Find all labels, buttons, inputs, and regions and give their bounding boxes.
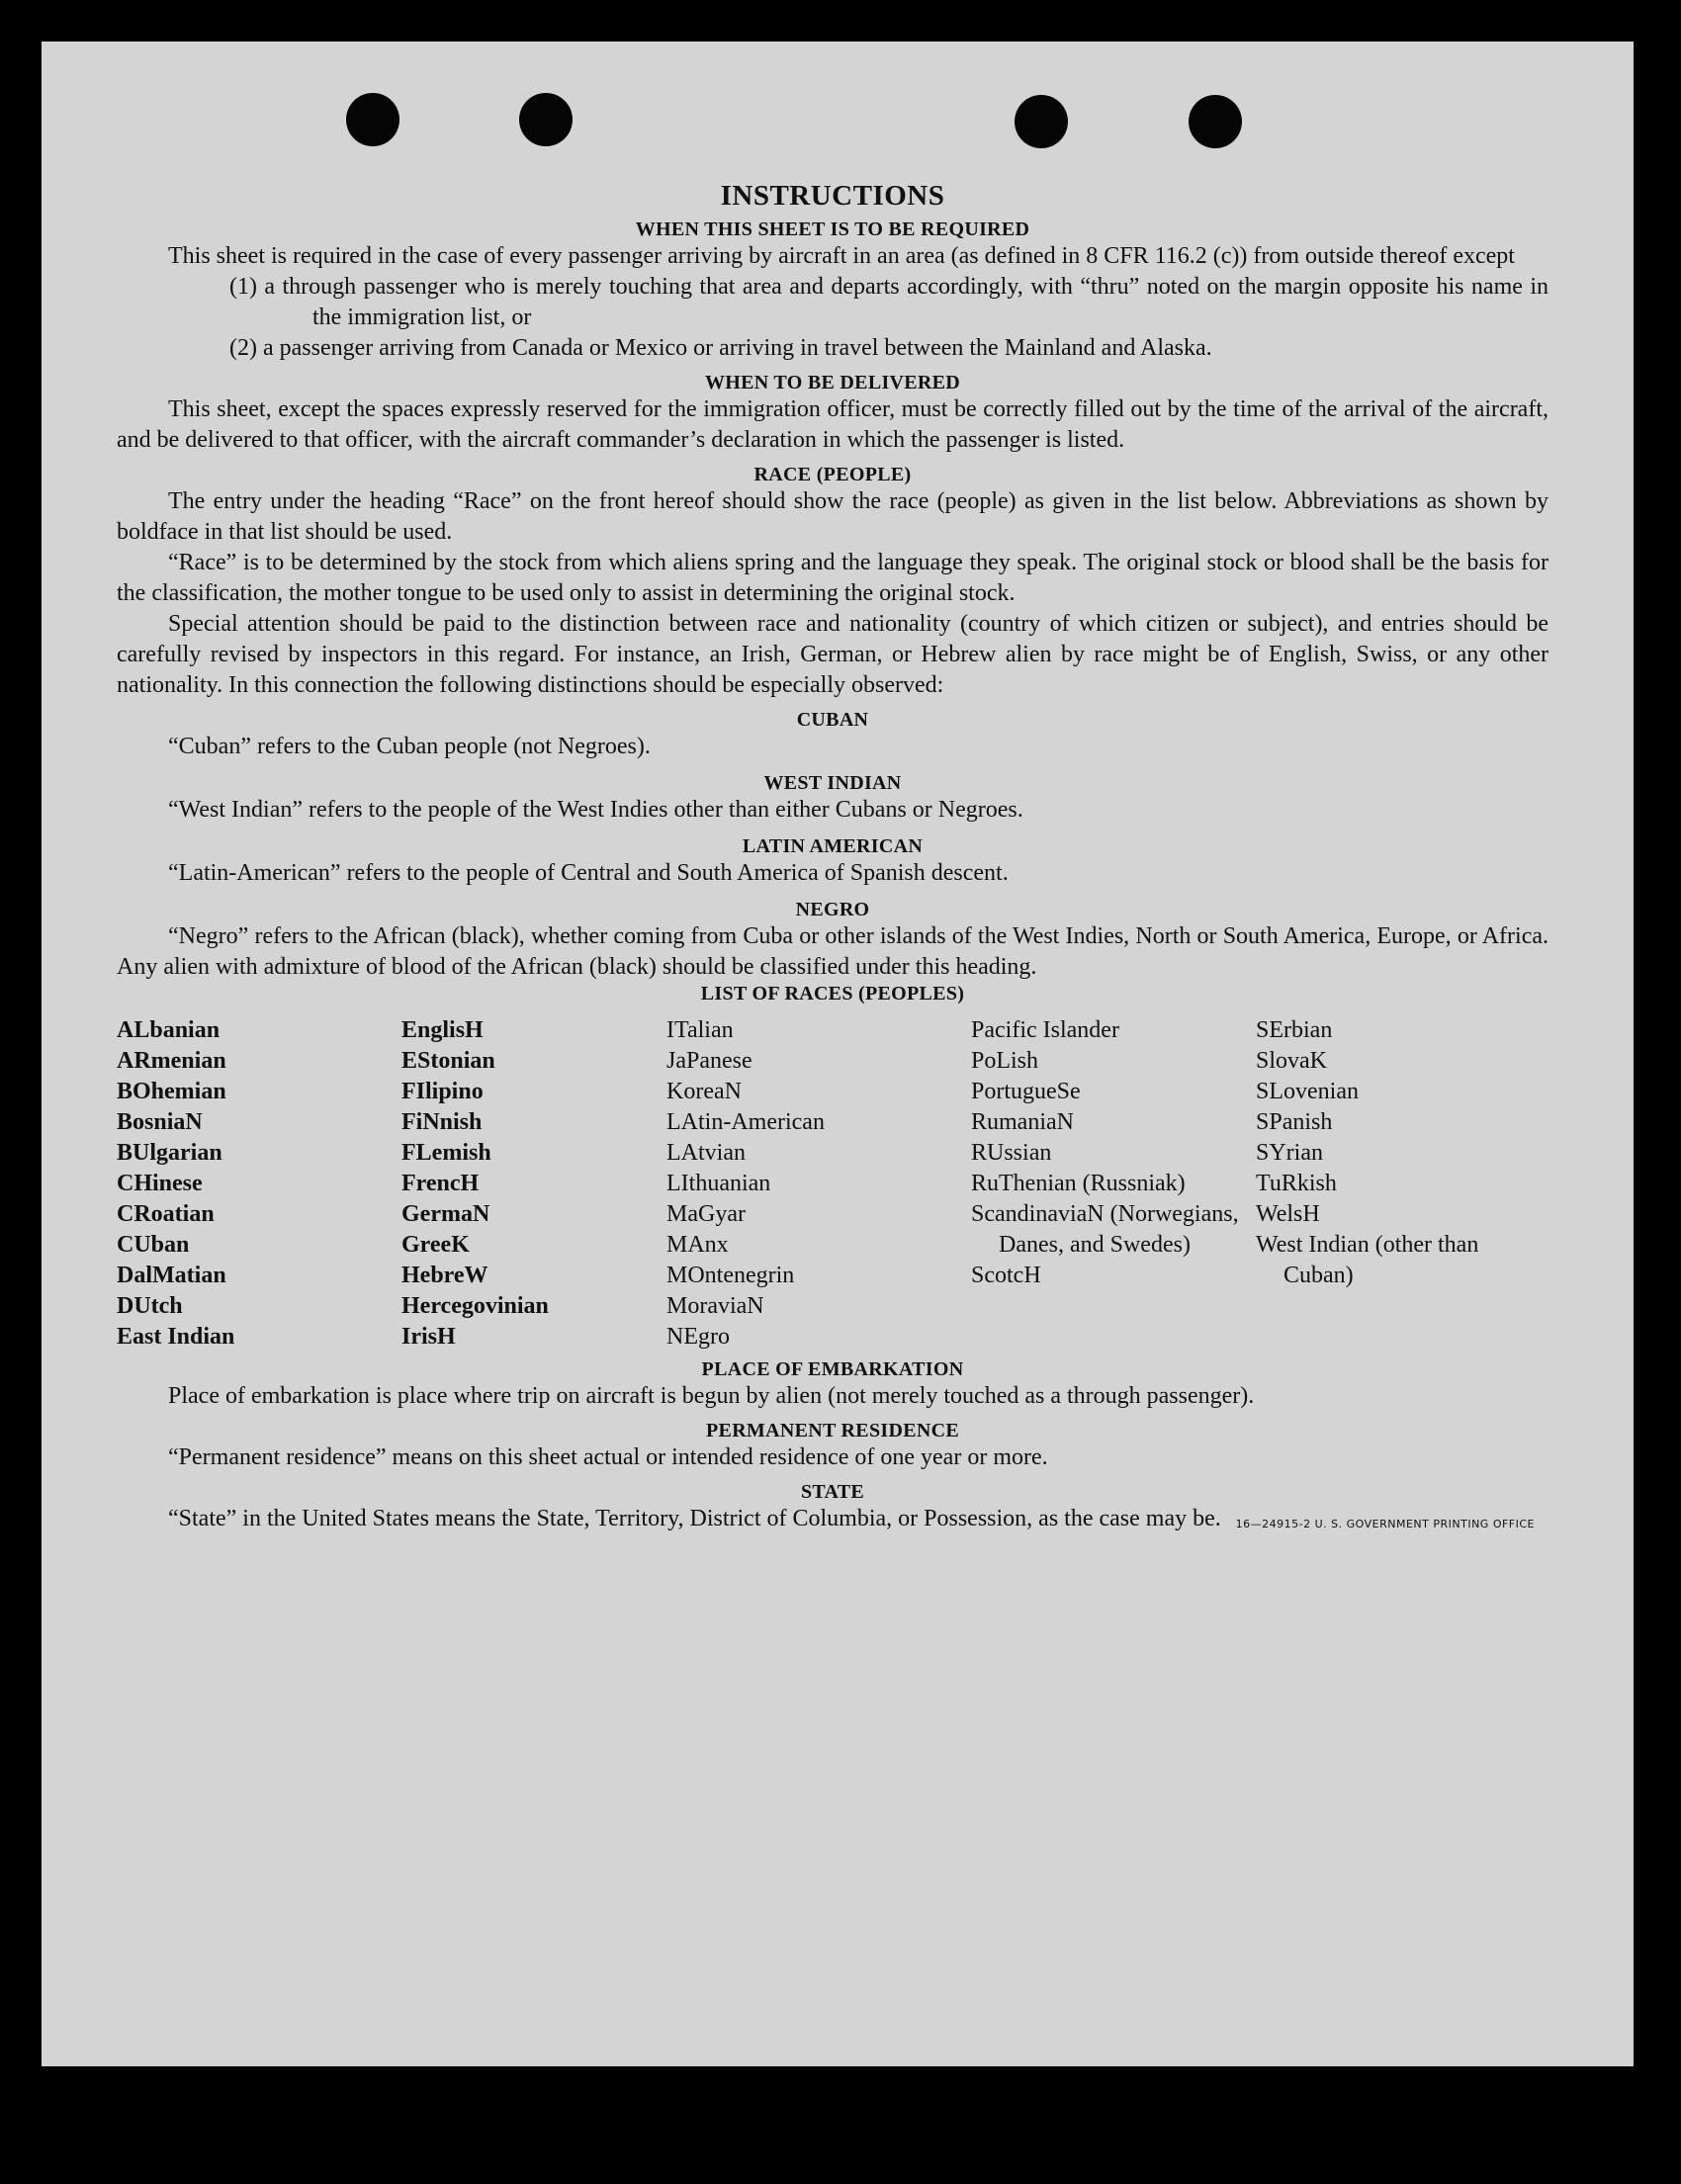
race-entry: ARmenian: [117, 1048, 226, 1074]
heading-latin-american: LATIN AMERICAN: [742, 835, 924, 857]
race-entry: HebreW: [401, 1263, 488, 1288]
race-entry: LIthuanian: [666, 1171, 771, 1196]
race-entry: MAnx: [666, 1232, 729, 1258]
race-entry: Hercegovinian: [401, 1293, 549, 1319]
footer-row: [117, 1504, 1548, 1534]
race-entry: SYrian: [1256, 1140, 1323, 1166]
race-entry: WelsH: [1256, 1201, 1320, 1227]
state-text: “State” in the United States means the State, Territory, District of Columbia, or Possession, as the case may be.: [168, 1506, 1221, 1531]
instructions-content: [117, 180, 1548, 1534]
race-entry: PortugueSe: [971, 1079, 1081, 1104]
residence-text: “Permanent residence” means on this sheet actual or intended residence of one year or more.: [168, 1444, 1048, 1470]
printing-office-code: 16—24915-2 U. S. GOVERNMENT PRINTING OFFICE: [1235, 1518, 1535, 1530]
race-entry: EStonian: [401, 1048, 495, 1074]
race-entry: SLovenian: [1256, 1079, 1359, 1104]
race-entry: West Indian (other than Cuban): [1256, 1232, 1479, 1288]
punch-hole: [1015, 95, 1068, 148]
race-column-3: [666, 1015, 971, 1353]
embarkation-text: Place of embarkation is place where trip on aircraft is begun by alien (not merely touched as a through passenger).: [168, 1383, 1255, 1409]
race-entry: ALbanian: [117, 1017, 221, 1043]
race-entry: MaGyar: [666, 1201, 746, 1227]
heading-race: RACE (PEOPLE): [753, 464, 912, 485]
race-entry: CRoatian: [117, 1201, 215, 1227]
race-entry: MOntenegrin: [666, 1263, 795, 1288]
race-entry: MoraviaN: [666, 1293, 764, 1319]
race-list: [117, 1015, 1548, 1353]
race-entry: DUtch: [117, 1293, 183, 1319]
punch-hole: [519, 93, 573, 146]
west-indian-text: “West Indian” refers to the people of the West Indies other than either Cubans or Negroes.: [168, 797, 1023, 823]
race-column-1: [117, 1015, 401, 1353]
heading-embarkation: PLACE OF EMBARKATION: [701, 1358, 964, 1380]
race-entry: SlovaK: [1256, 1048, 1327, 1074]
race-column-5: [1256, 1015, 1507, 1353]
race-entry: RuThenian (Russniak): [971, 1171, 1186, 1196]
cuban-text: “Cuban” refers to the Cuban people (not Negroes).: [168, 734, 651, 759]
race-entry: ScotcH: [971, 1263, 1041, 1288]
race-entry: LAtvian: [666, 1140, 746, 1166]
race-entry: GermaN: [401, 1201, 490, 1227]
race-entry: ITalian: [666, 1017, 734, 1043]
heading-list-of-races: LIST OF RACES (PEOPLES): [700, 983, 965, 1005]
race-entry: NEgro: [666, 1324, 730, 1350]
race-entry: FrencH: [401, 1171, 480, 1196]
race-entry: LAtin-American: [666, 1109, 825, 1135]
punch-hole: [1189, 95, 1242, 148]
race-entry: SPanish: [1256, 1109, 1333, 1135]
heading-residence: PERMANENT RESIDENCE: [706, 1420, 959, 1441]
exception-item-1: (1) a through passenger who is merely touching that area and departs accordingly, with “thru” noted on the margin opposite his name in the immigration list, or: [229, 274, 1548, 330]
heading-state: STATE: [800, 1481, 865, 1503]
negro-text: “Negro” refers to the African (black), whether coming from Cuba or other islands of the West Indies, North or South America, Europe, or Africa. Any alien with admixture of blood of the African (black) should be classified under this heading.: [117, 923, 1548, 980]
heading-cuban: CUBAN: [796, 709, 869, 731]
race-entry: RUssian: [971, 1140, 1052, 1166]
page-title: INSTRUCTIONS: [720, 180, 945, 212]
exception-item-2: (2) a passenger arriving from Canada or Mexico or arriving in travel between the Mainland and Alaska.: [229, 335, 1212, 361]
heading-when-delivered: WHEN TO BE DELIVERED: [704, 372, 961, 393]
race-entry: FIlipino: [401, 1079, 484, 1104]
heading-negro: NEGRO: [795, 899, 870, 920]
heading-west-indian: WEST INDIAN: [763, 772, 902, 794]
race-entry: CHinese: [117, 1171, 203, 1196]
race-paragraph-2: “Race” is to be determined by the stock from which aliens spring and the language they speak. The original stock or blood shall be the basis for the classification, the mother tongue to be used only to assist in determining the original stock.: [117, 550, 1548, 606]
race-entry: BUlgarian: [117, 1140, 222, 1166]
race-entry: IrisH: [401, 1324, 456, 1350]
race-entry: BosniaN: [117, 1109, 203, 1135]
race-entry: DalMatian: [117, 1263, 226, 1288]
document-page: [42, 42, 1634, 2066]
race-paragraph-3: Special attention should be paid to the distinction between race and nationality (country of which citizen or subject), and entries should be carefully revised by inspectors in this regard. For instance, an Irish, German, or Hebrew alien by race might be of English, Swiss, or any other nationality. In this connection the following distinctions should be especially observed:: [117, 611, 1548, 698]
race-entry: TuRkish: [1256, 1171, 1337, 1196]
race-paragraph-1: The entry under the heading “Race” on the front hereof should show the race (people) as given in the list below. Abbreviations as shown by boldface in that list should be used.: [117, 488, 1548, 545]
race-entry: GreeK: [401, 1232, 470, 1258]
race-entry: EnglisH: [401, 1017, 484, 1043]
when-required-intro: This sheet is required in the case of every passenger arriving by aircraft in an area (as defined in 8 CFR 116.2 (c)) from outside thereof except: [168, 243, 1515, 269]
race-column-4: [971, 1015, 1256, 1353]
when-delivered-text: This sheet, except the spaces expressly reserved for the immigration officer, must be correctly filled out by the time of the arrival of the aircraft, and be delivered to that officer, with the aircraft commander’s declaration in which the passenger is listed.: [117, 396, 1548, 453]
race-entry: FiNnish: [401, 1109, 483, 1135]
race-entry: ScandinaviaN (Norwegians, Danes, and Swedes): [971, 1201, 1239, 1258]
race-entry: KoreaN: [666, 1079, 742, 1104]
race-entry: PoLish: [971, 1048, 1039, 1074]
latin-american-text: “Latin-American” refers to the people of Central and South America of Spanish descent.: [168, 860, 1009, 886]
race-entry: BOhemian: [117, 1079, 226, 1104]
race-column-2: [401, 1015, 666, 1353]
race-entry: CUban: [117, 1232, 190, 1258]
race-entry: East Indian: [117, 1324, 235, 1350]
heading-when-required: WHEN THIS SHEET IS TO BE REQUIRED: [635, 218, 1030, 240]
race-entry: JaPanese: [666, 1048, 752, 1074]
race-entry: Pacific Islander: [971, 1017, 1119, 1043]
punch-hole: [346, 93, 399, 146]
race-entry: RumaniaN: [971, 1109, 1074, 1135]
race-entry: SErbian: [1256, 1017, 1333, 1043]
race-entry: FLemish: [401, 1140, 491, 1166]
